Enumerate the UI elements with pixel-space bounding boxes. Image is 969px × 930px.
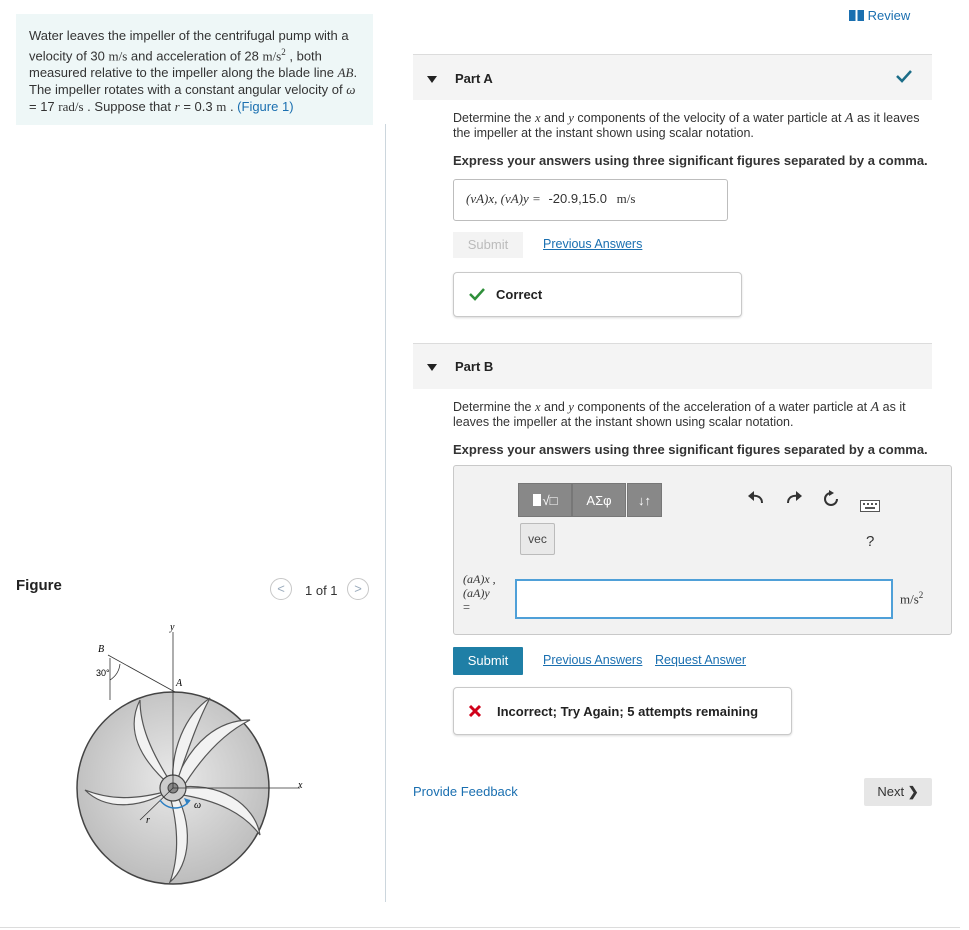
template-icon: √□ [533, 493, 558, 508]
part-a-previous-answers-link[interactable]: Previous Answers [543, 237, 643, 251]
chevron-right-icon: > [354, 581, 362, 596]
part-b-answer-input[interactable] [515, 579, 893, 619]
part-b-header[interactable] [413, 343, 932, 389]
help-icon[interactable]: ? [866, 533, 875, 550]
part-a-answer: (vA)x, (vA)y = -20.9,15.0 m/s [453, 179, 728, 221]
collapse-triangle-icon [427, 76, 437, 83]
greek-symbols-button[interactable]: ΑΣφ [572, 483, 626, 517]
part-a-instruction: Express your answers using three significant figures separated by a comma. [453, 153, 928, 168]
impeller-figure [70, 620, 310, 890]
problem-statement: Water leaves the impeller of the centrifugal pump with a velocity of 30 m/s and acceleration of 28 $m/s^2$ , both measured relative to the impeller along the blade line AB. The impeller rotates with a constant angular velocity of ω = 17 rad/s . Suppose that r = 0.3 m . (Figure 1) [16, 14, 373, 125]
request-answer-link[interactable]: Request Answer [655, 653, 747, 667]
provide-feedback-link[interactable]: Provide Feedback [413, 784, 518, 799]
part-b-previous-answers-link[interactable]: Previous Answers [543, 653, 643, 667]
part-a-question: Determine the x and y components of the velocity of a water particle at A as it leaves the impeller at the instant shown using scalar notation. [453, 111, 920, 140]
part-a-header[interactable] [413, 54, 932, 100]
figure-pager: 1 of 1 [305, 583, 338, 598]
correct-check-icon [469, 287, 485, 304]
part-a-feedback [453, 272, 742, 317]
reset-icon[interactable] [822, 490, 840, 513]
figure-link[interactable]: (Figure 1) [237, 99, 294, 115]
incorrect-text: Incorrect; Try Again; 5 attempts remaining [497, 704, 759, 719]
correct-text: Correct [496, 287, 543, 302]
incorrect-x-icon [468, 704, 482, 721]
part-b-feedback [453, 687, 792, 735]
sort-arrows-icon: ↓↑ [638, 493, 651, 508]
part-b-title: Part B [455, 359, 494, 374]
prev-figure-button[interactable] [270, 578, 292, 600]
keyboard-icon[interactable] [860, 496, 880, 517]
part-b-instruction: Express your answers using three significant figures separated by a comma. [453, 442, 928, 457]
angle-label: 30° [96, 668, 110, 678]
part-b-question: Determine the x and y components of the acceleration of a water particle at A as it leaves the impeller at the instant shown using scalar notation. [453, 400, 906, 429]
part-a-title: Part A [455, 71, 493, 86]
omega-label: ω [194, 800, 202, 811]
part-a-submit-button[interactable]: Submit [453, 232, 523, 258]
collapse-triangle-icon [427, 364, 437, 371]
y-axis-label: y [170, 622, 175, 633]
check-icon [896, 69, 912, 88]
radius-label: r [146, 815, 150, 826]
point-a-label: A [176, 678, 183, 689]
review-link[interactable]: Review [849, 8, 910, 24]
bottom-divider [0, 927, 960, 928]
next-button[interactable]: Next ❯ [864, 778, 932, 806]
column-divider [385, 124, 386, 902]
undo-icon[interactable] [747, 490, 765, 511]
book-icon [849, 9, 864, 24]
figure-label: Figure [16, 577, 62, 594]
part-b-input-label: (aA)x , (aA)y = [463, 572, 496, 614]
next-figure-button[interactable] [347, 578, 369, 600]
vec-button[interactable]: vec [520, 523, 555, 555]
part-b-submit-button[interactable]: Submit [453, 647, 523, 675]
chevron-right-icon: ❯ [907, 784, 919, 799]
x-axis-label: x [298, 780, 303, 791]
part-b-unit: $m/s^2$ [900, 590, 924, 607]
sort-button[interactable] [627, 483, 662, 517]
chevron-left-icon: < [277, 581, 285, 596]
point-b-label: B [98, 644, 105, 655]
redo-icon[interactable] [785, 490, 803, 511]
template-button[interactable] [518, 483, 572, 517]
